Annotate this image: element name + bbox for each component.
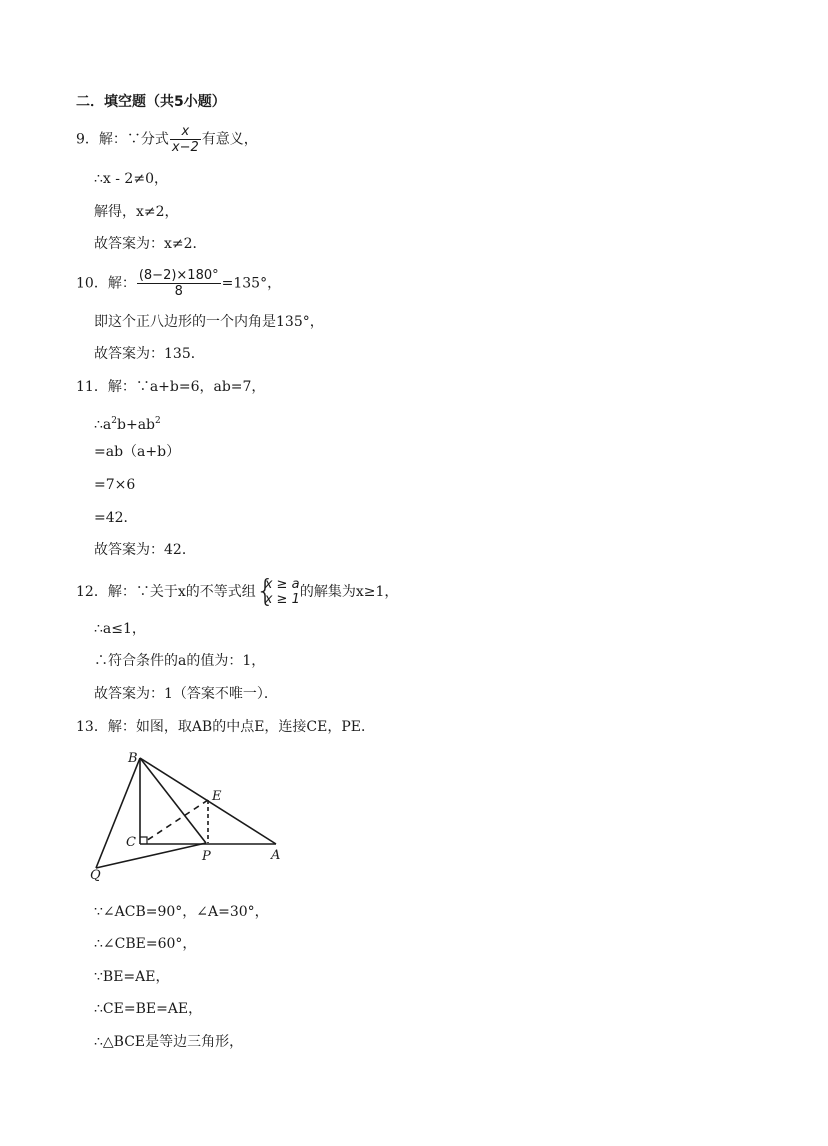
q9-fraction — [170, 124, 201, 155]
segment-QP — [96, 843, 206, 868]
q11-line1: 11．解：∵a+b=6，ab=7， — [76, 379, 266, 395]
q12-line1 — [76, 576, 398, 608]
q10-line2: 即这个正八边形的一个内角是135°， — [94, 314, 324, 330]
brace-icon: { — [255, 574, 275, 609]
q12-line3: ∴符合条件的a的值为：1， — [94, 653, 266, 669]
q11-line5: =42． — [94, 510, 138, 526]
q13-line1: 13．解：如图，取AB的中点E，连接CE，PE． — [76, 719, 376, 735]
q12-intro-end: 的解集为x≥1， — [299, 584, 399, 600]
q12-intro: 12．解：∵关于x的不等式组 — [76, 584, 256, 600]
q9-line4: 故答案为：x≠2． — [94, 236, 207, 252]
q13-line6: ∴△BCE是等边三角形， — [94, 1034, 244, 1050]
q11-sup-2: 2 — [155, 416, 161, 426]
q10-fraction — [137, 268, 221, 299]
q11-line2-b: b+ab — [117, 417, 156, 433]
segment-BQ — [96, 758, 140, 868]
label-A: A — [271, 848, 281, 863]
right-angle-mark — [140, 837, 147, 844]
q9-line1 — [76, 124, 258, 155]
q12-sys-row2: x ≥ 1 — [264, 592, 300, 607]
q13-line4: ∵BE=AE， — [94, 969, 170, 985]
q12-line4: 故答案为：1（答案不唯一）． — [94, 686, 278, 702]
q13-line3: ∴∠CBE=60°， — [94, 936, 197, 952]
q9-intro: 9．解：∵分式 — [76, 131, 169, 148]
q12-inequality-system — [255, 574, 300, 609]
q9-frac-den: x−2 — [171, 140, 199, 155]
segment-BP — [140, 758, 206, 843]
q10-intro-end: =135°， — [221, 275, 282, 292]
geometry-figure — [88, 748, 288, 883]
label-P: P — [202, 849, 211, 864]
label-C: C — [126, 835, 136, 850]
q9-line2: ∴x - 2≠0， — [94, 171, 168, 187]
q11-line3: =ab（a+b） — [94, 444, 181, 460]
q11-sup-1: 2 — [111, 416, 117, 426]
q10-frac-num: (8−2)×180° — [138, 268, 219, 283]
q10-line1 — [76, 268, 281, 299]
q9-intro-end: 有意义， — [201, 131, 258, 148]
q10-line3: 故答案为：135． — [94, 346, 205, 362]
q10-intro: 10．解： — [76, 275, 136, 292]
q12-line2: ∴a≤1， — [94, 621, 146, 637]
q11-line2 — [94, 412, 161, 434]
q9-frac-num: x — [170, 124, 201, 140]
q9-line3: 解得，x≠2， — [94, 204, 179, 220]
q11-line2-a: ∴a — [94, 417, 112, 433]
q13-line2: ∵∠ACB=90°，∠A=30°， — [94, 904, 269, 920]
q12-sys-row1: x ≥ a — [264, 577, 300, 592]
label-E: E — [212, 789, 222, 804]
q10-frac-den: 8 — [174, 284, 183, 299]
q13-line5: ∴CE=BE=AE， — [94, 1001, 203, 1017]
q11-line6: 故答案为：42． — [94, 542, 196, 558]
label-B: B — [128, 751, 138, 766]
q11-line4: =7×6 — [94, 477, 136, 493]
label-Q: Q — [90, 868, 101, 883]
section-title: 二．填空题（共5小题） — [76, 94, 226, 110]
